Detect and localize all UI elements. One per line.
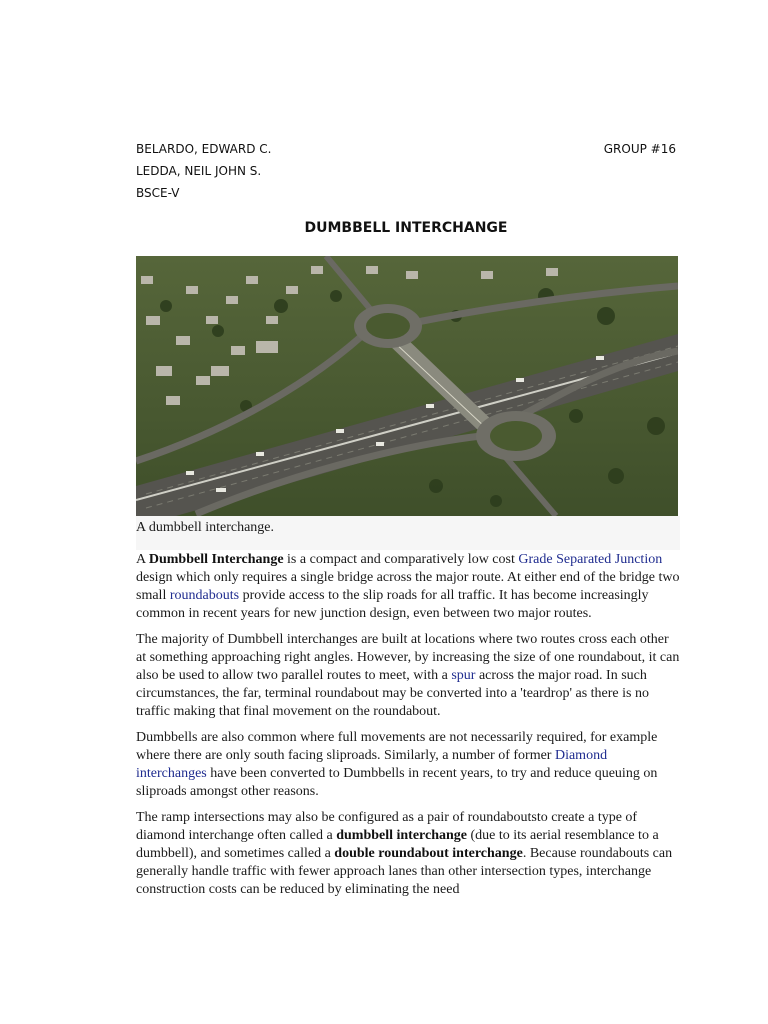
interchange-illustration [136, 256, 678, 516]
bold-term: Dumbbell Interchange [148, 552, 284, 567]
author-name-1: BELARDO, EDWARD C. [136, 142, 272, 156]
paragraph-1: A Dumbbell Interchange is a compact and comparatively low cost Grade Separated Junction design which only requires a single bridge across the major route. At either end of the bridge two small roundabouts provide access to the slip roads for all traffic. It has become increasingly common in recent years for new junction design, even between two major routes. [136, 552, 680, 621]
figure-caption: A dumbbell interchange. [136, 520, 275, 535]
article-body [136, 551, 680, 907]
interchange-aerial-photo [136, 256, 678, 516]
paragraph-3: Dumbbells are also common where full movements are not necessarily required, for example where there are only south facing sliproads. Similarly, a number of former Diamond interchanges have been converted to Dumbbells in recent years, to try and reduce queuing on sliproads amongst other reasons. [136, 730, 658, 799]
bold-term: double roundabout interchange [334, 846, 523, 861]
link-diamond-interchanges[interactable]: Diamond interchanges [136, 748, 608, 781]
author-name-2: LEDDA, NEIL JOHN S. [136, 164, 262, 178]
document-title: DUMBBELL INTERCHANGE [304, 220, 508, 236]
paragraph-2: The majority of Dumbbell interchanges are built at locations where two routes cross each other at something approaching right angles. However, by increasing the size of one roundabout, it can also be used to allow two parallel routes to meet, with a spur across the major road. In such circumstances, the far, terminal roundabout may be converted into a 'teardrop' as there is no traffic making that final movement on the roundabout. [136, 632, 680, 719]
course-label: BSCE-V [136, 186, 180, 200]
link-grade-separated-junction[interactable]: Grade Separated Junction [518, 552, 663, 567]
paragraph-4: The ramp intersections may also be configured as a pair of roundaboutsto create a type of diamond interchange often called a dumbbell interchange (due to its aerial resemblance to a dumbbell), and sometimes called a double roundabout interchange. Because roundabouts can generally handle traffic with fewer approach lanes than other intersection types, interchange construction costs can be reduced by eliminating the need [136, 810, 673, 897]
bold-term: dumbbell interchange [336, 828, 468, 843]
roundabout-south [476, 411, 556, 461]
group-label: GROUP #16 [603, 142, 676, 156]
link-roundabouts[interactable]: roundabouts [169, 588, 240, 603]
roundabout-north [354, 304, 422, 348]
link-spur[interactable]: spur [451, 668, 476, 683]
